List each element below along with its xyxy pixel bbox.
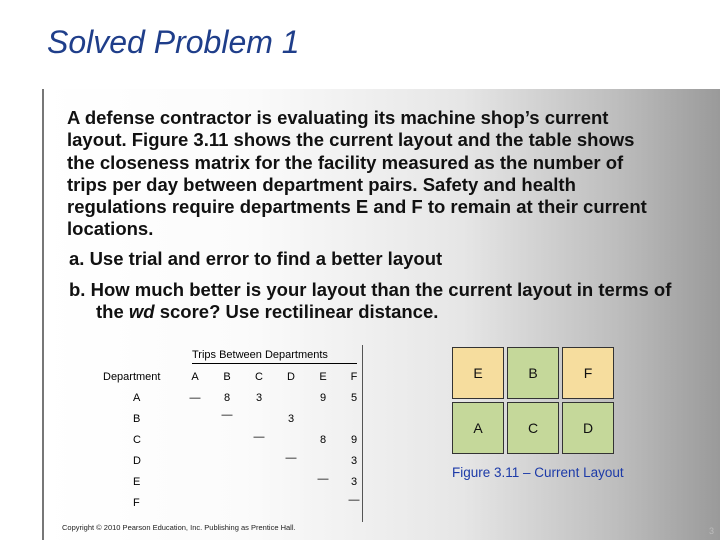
matrix-col-header: A [191, 371, 199, 383]
matrix-title: Trips Between Departments [192, 349, 328, 361]
matrix-cell-a-a: — [189, 392, 201, 404]
figure-caption: Figure 3.11 – Current Layout [452, 465, 624, 480]
question-b-text-2: score? Use rectilinear distance. [154, 301, 439, 322]
matrix-row-label: F [133, 497, 140, 509]
matrix-row-label: D [133, 455, 141, 467]
matrix-cell-a-c: 3 [255, 392, 263, 404]
matrix-cell-b-d: 3 [287, 413, 295, 425]
dept-e-block: E [452, 347, 504, 399]
dept-d-block: D [562, 402, 614, 454]
question-a: a. Use trial and error to find a better layout [69, 248, 443, 269]
page-number: 3 [708, 526, 714, 536]
matrix-row-header: Department [103, 371, 161, 383]
dept-f-block: F [562, 347, 614, 399]
question-b [69, 279, 686, 323]
matrix-row-label: E [133, 476, 141, 488]
matrix-col-header: B [223, 371, 231, 383]
matrix-cell-d-d: — [285, 452, 297, 464]
matrix-cell-f-f: — [348, 494, 360, 506]
matrix-cell-c-f: 9 [350, 434, 358, 446]
matrix-cell-a-f: 5 [350, 392, 358, 404]
dept-c-block: C [507, 402, 559, 454]
matrix-cell-b-b: — [221, 409, 233, 421]
matrix-cell-e-f: 3 [350, 476, 358, 488]
problem-statement: A defense contractor is evaluating its machine shop’s current layout. Figure 3.11 shows the current layout and the table shows the closeness matrix for the facility measured as the number of trips per day between department pairs. Safety and health regulations require departments E and F to remain at their current locations. [67, 107, 647, 240]
matrix-col-header: D [287, 371, 295, 383]
matrix-title-underline [192, 363, 357, 364]
matrix-cell-a-b: 8 [223, 392, 231, 404]
matrix-cell-d-f: 3 [350, 455, 358, 467]
matrix-cell-e-e: — [317, 473, 329, 485]
closeness-matrix [97, 345, 363, 522]
content-panel [42, 89, 720, 540]
slide-title: Solved Problem 1 [47, 24, 300, 60]
matrix-row-label: B [133, 413, 141, 425]
dept-b-block: B [507, 347, 559, 399]
matrix-row-label: A [133, 392, 141, 404]
matrix-cell-a-e: 9 [319, 392, 327, 404]
matrix-row-label: C [133, 434, 141, 446]
matrix-col-header: F [350, 371, 358, 383]
copyright-notice: Copyright © 2010 Pearson Education, Inc. Publishing as Prentice Hall. [62, 523, 296, 532]
question-b-text-1: b. How much better is your layout than the current layout in terms of the [69, 279, 672, 322]
matrix-cell-c-c: — [253, 431, 265, 443]
question-b-emphasis: wd [128, 301, 155, 322]
dept-a-block: A [452, 402, 504, 454]
matrix-col-header: C [255, 371, 263, 383]
panel-divider [42, 89, 44, 540]
matrix-col-header: E [319, 371, 327, 383]
matrix-cell-c-e: 8 [319, 434, 327, 446]
